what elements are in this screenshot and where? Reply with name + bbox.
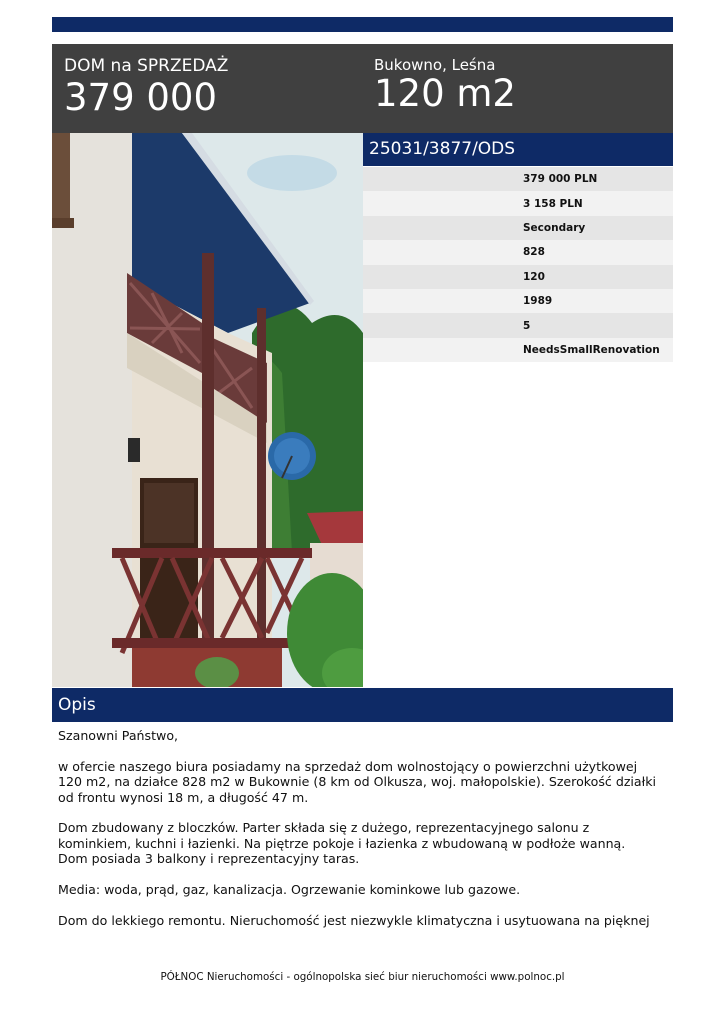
property-type-label: DOM na SPRZEDAŻ <box>64 56 229 76</box>
detail-value: 5 <box>523 319 531 332</box>
detail-value: NeedsSmallRenovation <box>523 343 660 356</box>
detail-row-plot-area <box>363 240 673 264</box>
detail-row-rooms <box>363 313 673 337</box>
top-accent-bar <box>52 17 673 32</box>
detail-value: 1989 <box>523 295 553 308</box>
footer-text: PÓŁNOC Nieruchomości - ogólnopolska sieć biur nieruchomości www.polnoc.pl <box>160 971 565 983</box>
reference-number-bar: 25031/3877/ODS <box>363 133 673 166</box>
location-label: Bukowno, Leśna <box>374 56 496 74</box>
detail-value: Secondary <box>523 221 586 234</box>
details-table <box>363 167 673 362</box>
detail-value: 379 000 PLN <box>523 173 598 186</box>
detail-row-year-built <box>363 289 673 313</box>
detail-row-living-area <box>363 265 673 289</box>
detail-value: 120 <box>523 270 545 283</box>
detail-value: 3 158 PLN <box>523 197 583 210</box>
description-heading: Opis <box>52 688 673 722</box>
price-headline: 379 000 <box>64 76 218 119</box>
description-paragraph: Szanowni Państwo, <box>58 728 179 743</box>
description-paragraph: Dom do lekkiego remontu. Nieruchomość jest niezwykle klimatyczna i usytuowana na pięknej <box>58 912 650 928</box>
description-body <box>58 728 658 944</box>
detail-row-condition <box>363 338 673 362</box>
listing-header <box>52 44 673 133</box>
description-paragraph: w ofercie naszego biura posiadamy na sprzedaż dom wolnostojący o powierzchni użytkowej 120 m2, na działce 828 m2 w Bukownie (8 km od Olkusza, woj. małopolskie). Szerokość działki od frontu wynosi 18 m, a długość 47 m. <box>58 758 657 805</box>
detail-row-price-per-m2 <box>363 191 673 215</box>
description-paragraph: Media: woda, prąd, gaz, kanalizacja. Ogrzewanie kominkowe lub gazowe. <box>58 882 521 898</box>
property-photo <box>52 133 363 687</box>
description-paragraph: Dom zbudowany z bloczków. Parter składa się z dużego, reprezentacyjnego salonu z kominkiem, kuchni i łazienki. Na piętrze pokoje i łazienka z wbudowaną w podłoże wanną. Dom posiada 3 balkony i reprezentacyjny taras. <box>58 820 626 867</box>
detail-value: 828 <box>523 246 545 259</box>
area-headline: 120 m2 <box>374 72 516 115</box>
detail-row-market <box>363 216 673 240</box>
detail-row-price <box>363 167 673 191</box>
